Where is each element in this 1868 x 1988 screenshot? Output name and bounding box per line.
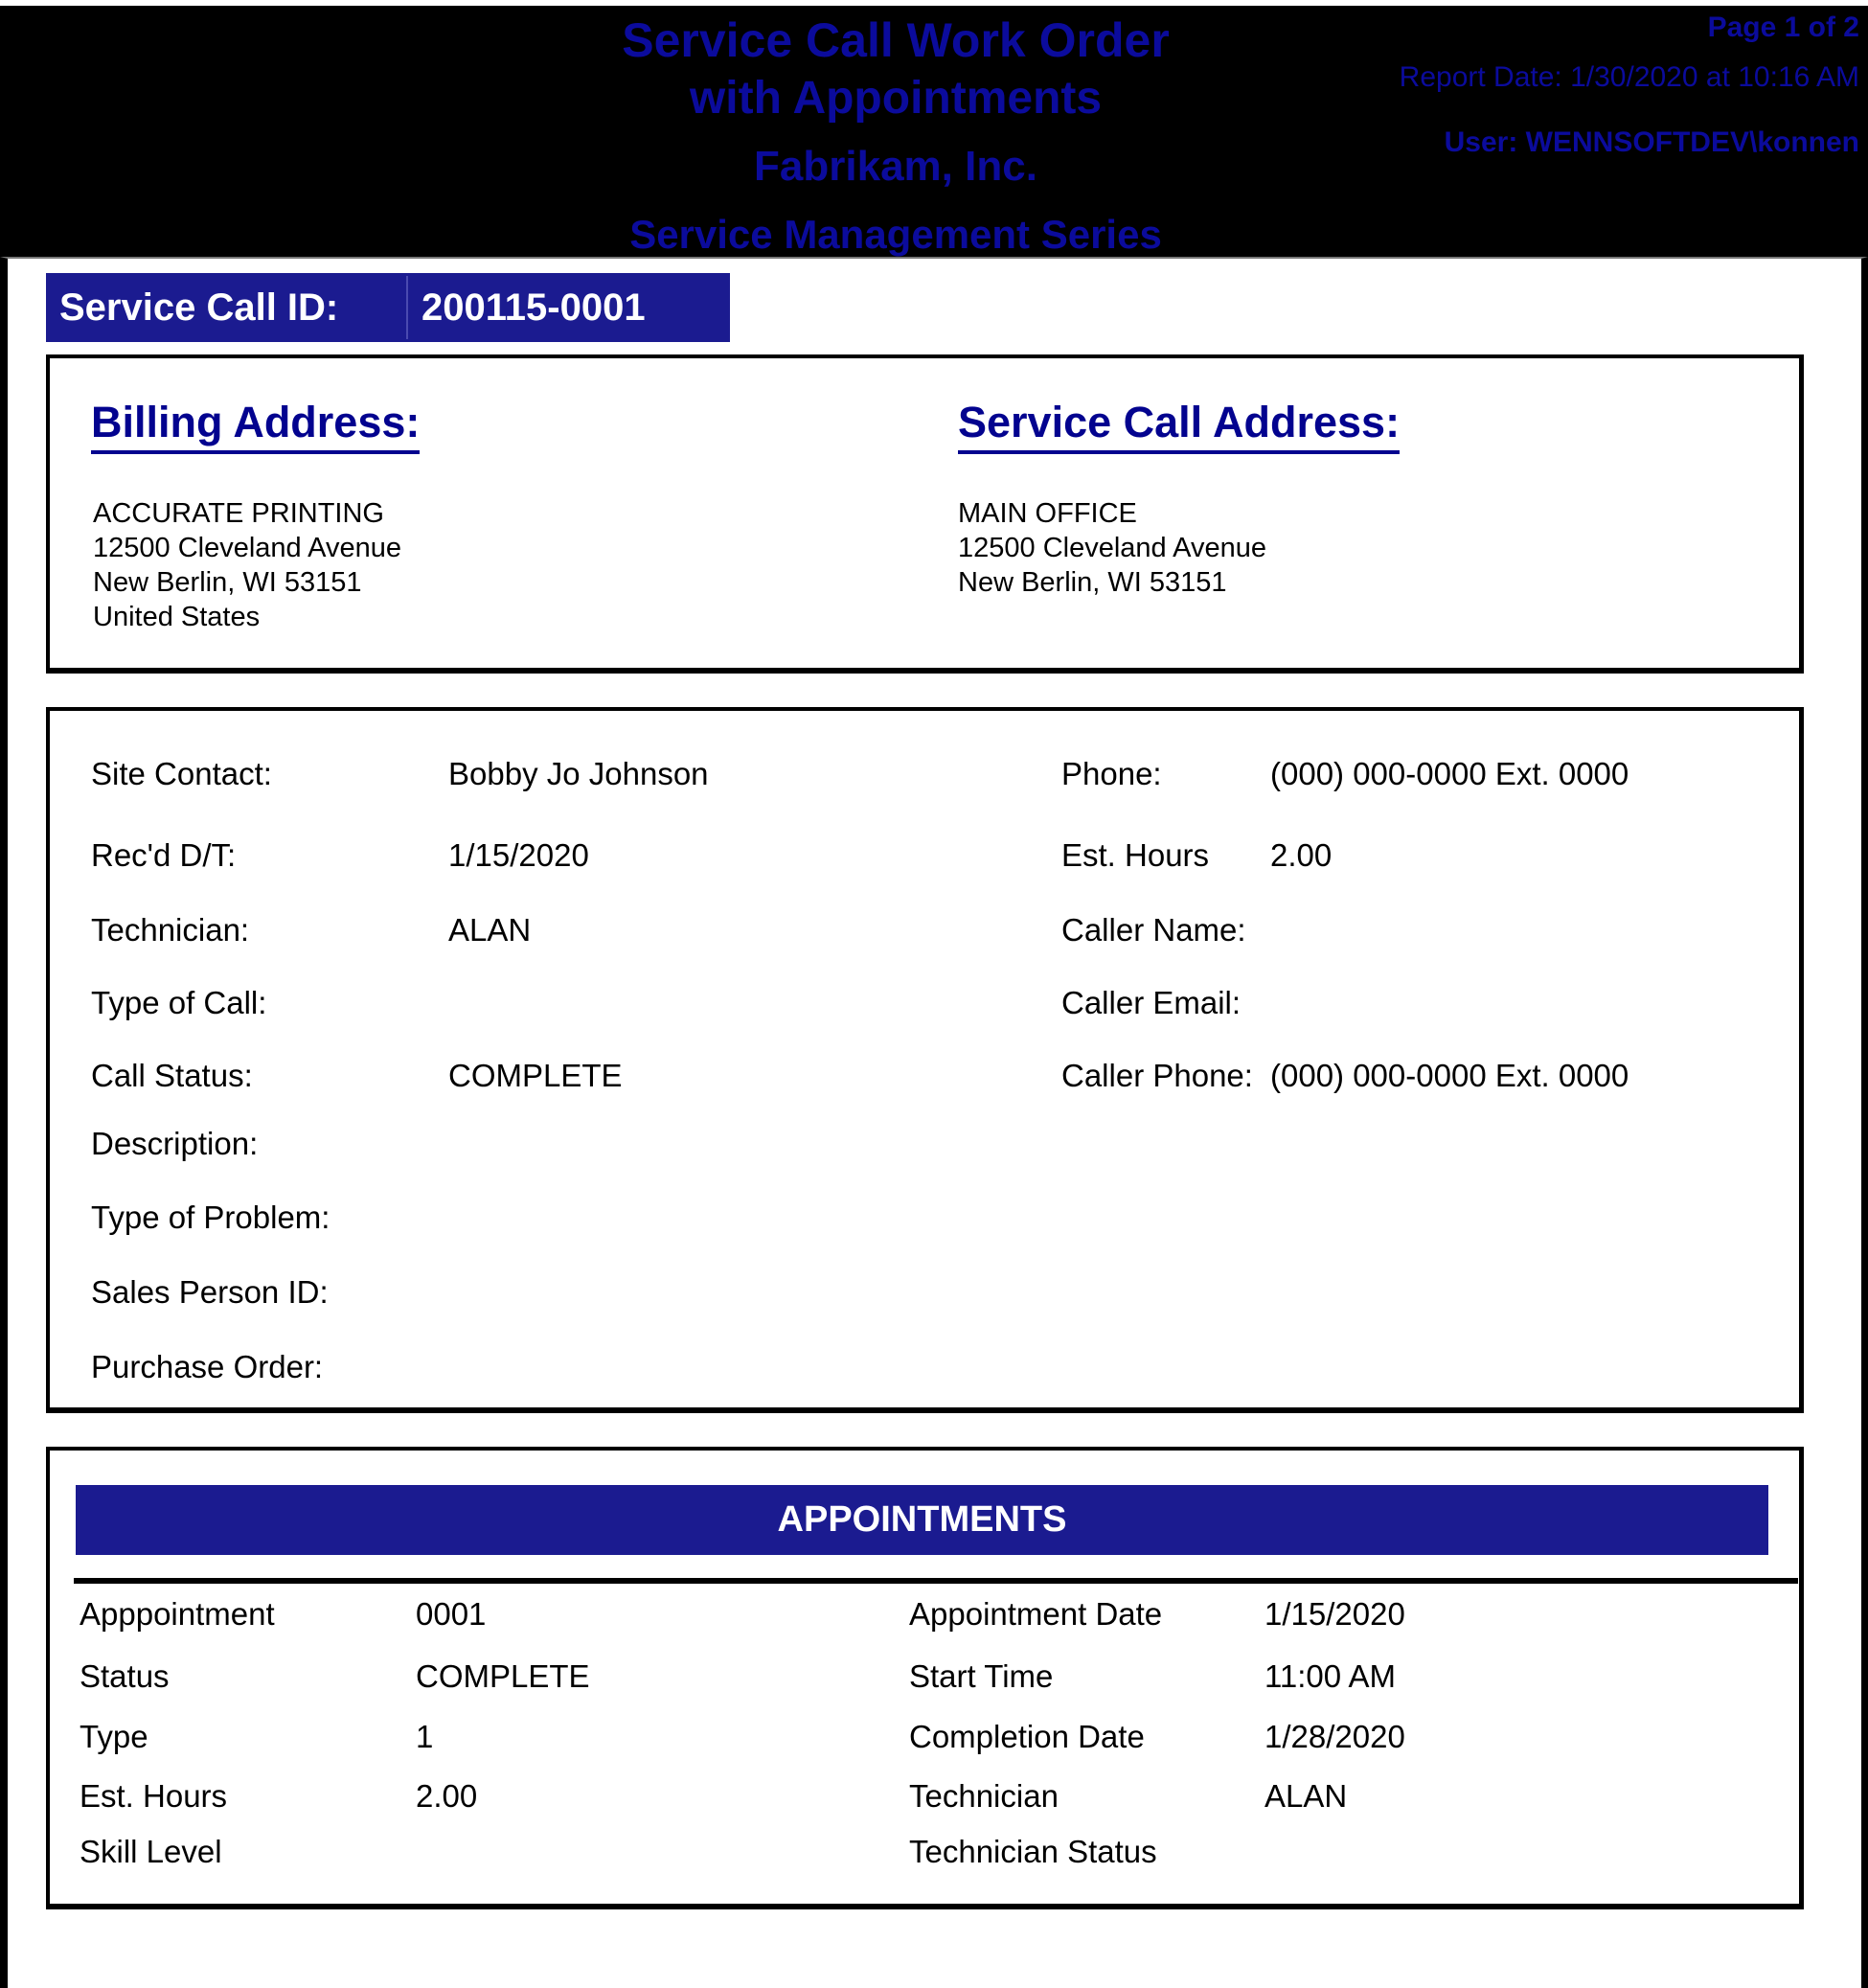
page-number: Page 1 of 2 [1707,11,1859,43]
field-value: ALAN [448,912,532,948]
field-label: Appointment Date [909,1596,1163,1632]
field-label: Phone: [1061,756,1162,791]
field-label: Type of Call: [91,985,267,1020]
field-label: Est. Hours [1061,837,1210,873]
company-name: Fabrikam, Inc. [754,143,1037,190]
field-label: Purchase Order: [91,1349,324,1384]
field-value: 0001 [416,1596,487,1632]
field-value: (000) 000-0000 Ext. 0000 [1270,756,1629,791]
field-label: Completion Date [909,1719,1145,1754]
report-title-line1: Service Call Work Order [622,13,1170,67]
field-value: ALAN [1264,1778,1348,1814]
field-label: Status [80,1658,170,1694]
service-address-line: 12500 Cleveland Avenue [958,533,1266,563]
service-call-id-bar [46,273,730,342]
billing-address-line: 12500 Cleveland Avenue [93,533,401,563]
appointments-heading: APPOINTMENTS [777,1499,1067,1540]
call-details-section [46,707,1804,1413]
billing-address-lines [93,496,401,634]
field-label: Call Status: [91,1058,253,1093]
field-value: 2.00 [416,1778,478,1814]
field-label: Type of Problem: [91,1200,330,1235]
report-series: Service Management Series [629,212,1162,257]
field-label: Sales Person ID: [91,1274,329,1310]
field-label: Description: [91,1126,259,1161]
field-value: 1/15/2020 [1264,1596,1405,1632]
field-value: 1 [416,1719,434,1754]
appointments-section [46,1447,1804,1909]
billing-address-line: ACCURATE PRINTING [93,498,384,529]
field-label: Est. Hours [80,1778,228,1814]
service-call-id-value: 200115-0001 [421,286,646,329]
service-address-line: MAIN OFFICE [958,498,1137,529]
report-meta [1400,11,1859,159]
field-value: 11:00 AM [1264,1658,1396,1694]
field-label: Technician Status [909,1834,1157,1869]
service-call-id-label: Service Call ID: [59,286,339,329]
field-value: 1/28/2020 [1264,1719,1405,1754]
field-value: (000) 000-0000 Ext. 0000 [1270,1058,1629,1093]
appointments-header-bar [76,1485,1768,1555]
field-label: Site Contact: [91,756,272,791]
field-value: COMPLETE [416,1658,590,1694]
field-label: Technician [909,1778,1059,1814]
id-bar-divider [406,276,408,339]
appointments-divider-line [74,1578,1798,1584]
address-section [46,354,1804,674]
report-date: Report Date: 1/30/2020 at 10:16 AM [1399,61,1859,93]
page-frame [0,257,1868,1988]
service-call-address-heading: Service Call Address: [958,398,1400,454]
field-value: COMPLETE [448,1058,623,1093]
field-label: Skill Level [80,1834,222,1869]
service-address-line: New Berlin, WI 53151 [958,567,1227,598]
report-title-line2: with Appointments [689,73,1103,124]
field-label: Caller Email: [1061,985,1242,1020]
field-label: Technician: [91,912,250,948]
field-label: Caller Name: [1061,912,1246,948]
field-label: Type [80,1719,148,1754]
billing-address-heading: Billing Address: [91,398,420,454]
field-value: Bobby Jo Johnson [448,756,709,791]
report-header-band [0,6,1868,257]
field-label: Rec'd D/T: [91,837,237,873]
report-user: User: WENNSOFTDEV\konnen [1444,126,1859,158]
field-value: 2.00 [1270,837,1333,873]
service-address-lines [958,496,1266,600]
field-label: Caller Phone: [1061,1058,1253,1093]
field-label: Apppointment [80,1596,275,1632]
billing-address-line: New Berlin, WI 53151 [93,567,362,598]
field-label: Start Time [909,1658,1054,1694]
billing-address-line: United States [93,602,261,632]
field-value: 1/15/2020 [448,837,589,873]
